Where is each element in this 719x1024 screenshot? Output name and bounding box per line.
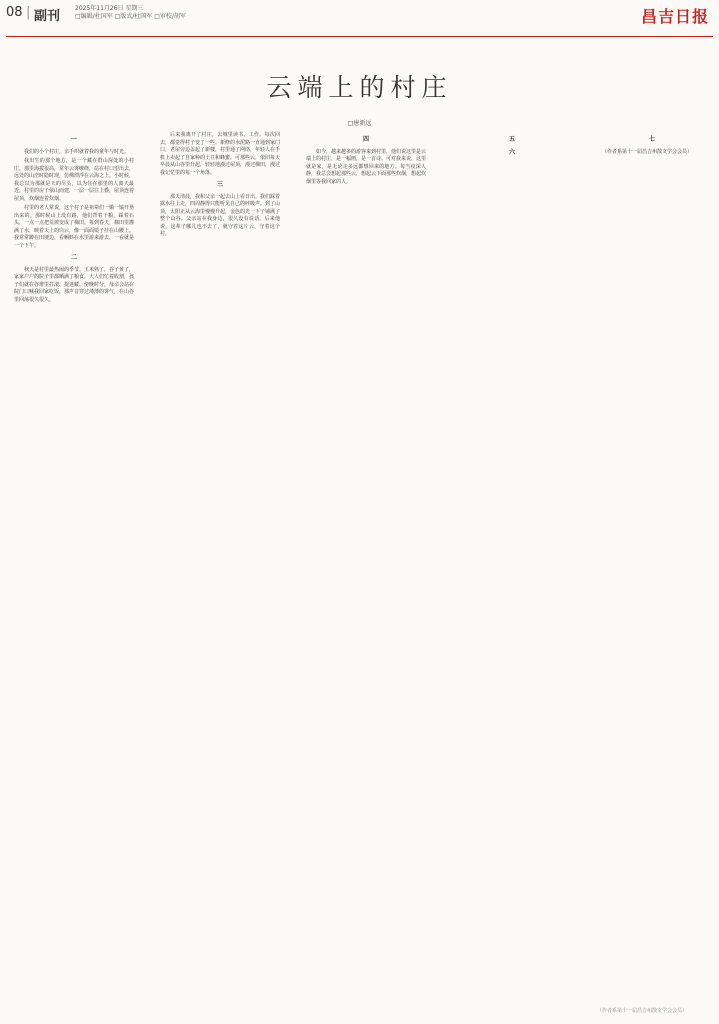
- header-separator: |: [26, 5, 31, 20]
- footer-note: （作者系第十一届昌吉州散文学会会员）: [597, 1008, 688, 1014]
- section-name: 副刊: [34, 9, 61, 24]
- header-rule: [6, 36, 713, 37]
- paragraph: 我出生的那个地方，是一个藏在群山深处的小村庄。那里海拔很高，常年云雾缭绕，站在村口望出去，远处的山峦时隐时现，仿佛漂浮在云海之上。小时候，我总以为那就是天的尽头，以为住在那里的人离天最近。村里的房子依山而建，一层一层往上叠，屋顶连着屋顶，炊烟连着炊烟。: [14, 158, 135, 202]
- newspaper-logo: 昌吉日报: [640, 7, 709, 26]
- section-number: 五: [508, 136, 515, 143]
- section-number: 六: [508, 148, 515, 156]
- column-1: [14, 132, 134, 306]
- column-4: [452, 132, 572, 161]
- editors-line: □编辑/杜国军 □版式/杜国军 □审校/胡军: [75, 13, 186, 20]
- section-number: 四: [362, 136, 369, 143]
- article-byline: □唐新远: [347, 120, 372, 127]
- paragraph: 村里的老人常说，这个村子是祖辈们一锄一镐开垦出来的。那时候山上没有路，他们背着干粮，踩着石头，一点一点把荒坡变成了梯田。每到春天，梯田里灌满了水，映着天上的白云，像一面面镜子挂在山腰上。我常常蹲在田埂边，看蝌蚪在水里游来游去，一看就是一个下午。: [14, 205, 135, 249]
- page-number: 08: [6, 5, 23, 20]
- section-number: 七: [648, 136, 655, 143]
- date-line: 2025年11月26日 星期三: [75, 5, 144, 12]
- section-number: 一: [70, 136, 77, 143]
- paragraph: 秋天是村里最热闹的季节。玉米熟了，谷子黄了，家家户户的院子里都晒满了粮食。大人们忙着收割，孩子们就在谷堆里打滚、捉迷藏。傍晚时分，母亲会站在院门口喊我回家吃饭，那声音穿过薄薄的雾气，在山谷里回荡很久很久。: [14, 266, 135, 303]
- section-number: 三: [216, 181, 223, 188]
- header-meta: [75, 5, 186, 21]
- article-title: 云端上的村庄: [266, 73, 453, 102]
- lead-paragraph: 我们的小个村庄，亲手织就着我的童年与时光。: [24, 148, 130, 155]
- section-number: 二: [70, 254, 77, 261]
- column-3: [306, 132, 426, 188]
- paragraph: 后来我离开了村庄，去城里读书、工作。每次回去，都觉得村子变了一些。新修的水泥路一直通到家门口，老屋旁边盖起了新楼，村里通了网络，年轻人在手机上卖起了自家种的土豆和蜂蜜。可那些云，依旧每天早晨从山谷里升起，轻轻地漫过屋顶，漫过梯田，漫过我记忆里的每一个角落。: [160, 132, 281, 176]
- paragraph: 那天清晨，我和父亲一起去山上看日出。我们踩着露水往上走，四周静得只能听见自己的呼吸声。到了山顶，太阳正从云海里慢慢升起，金色的光一下子铺满了整个山谷。父亲站在我身边，很久没有说话。后来他说，这辈子哪儿也不去了，就守着这片云，守着这个村。: [160, 193, 281, 237]
- paragraph: 如今，越来越多的游客来到村里，他们说这里是云端上的村庄，是一幅画，是一首诗。可对我来说，这里就是家，是无论走多远都想回来的地方。每当夜深人静，我总会想起那些云，想起云下面那些炊烟，想起炊烟里等我回家的人。: [306, 148, 427, 185]
- closing-note: （作者系第十一届昌吉州散文学会会员）: [602, 148, 693, 155]
- column-5: [592, 132, 712, 158]
- column-2: [160, 132, 280, 241]
- page-header: [0, 0, 719, 38]
